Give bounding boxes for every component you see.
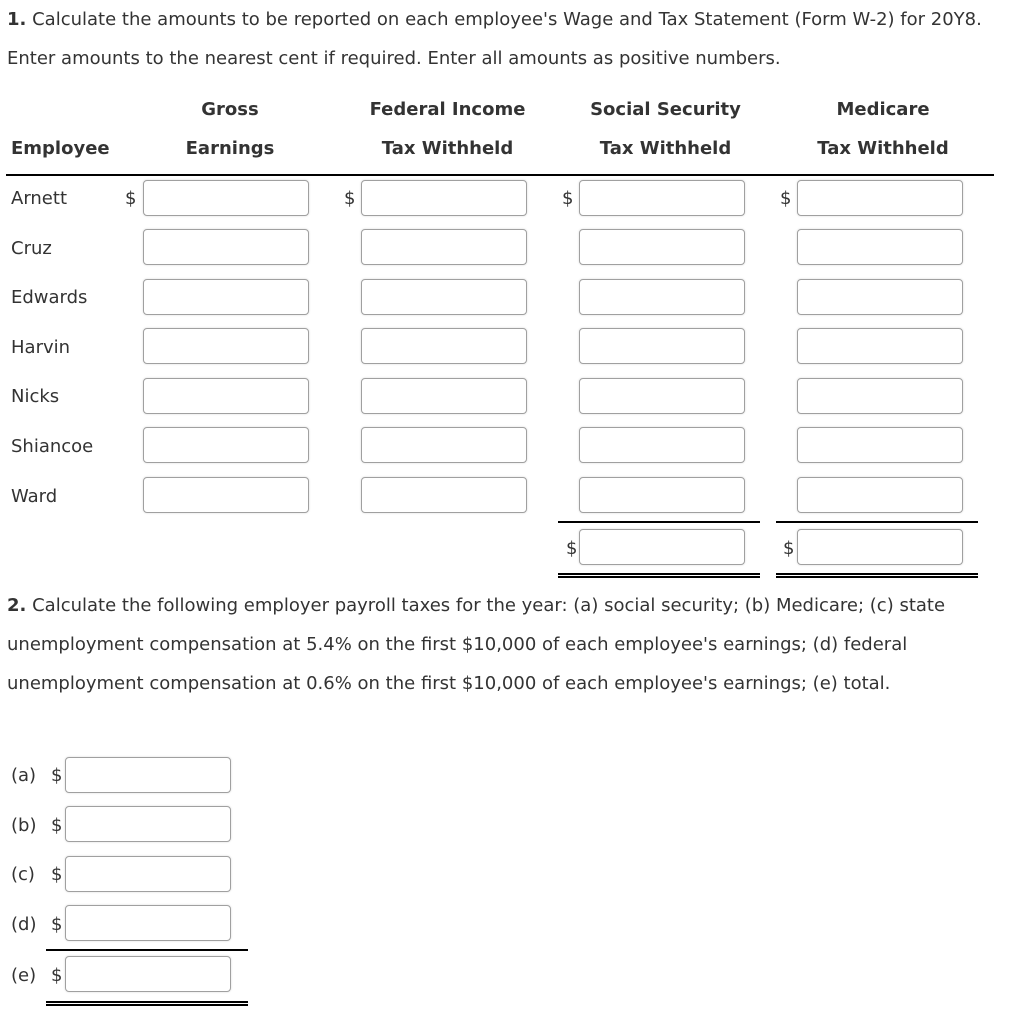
medicare-tax-input-shiancoe[interactable]	[797, 427, 963, 463]
header-gross-line1: Gross	[201, 99, 259, 120]
social-security-tax-input-edwards[interactable]	[579, 279, 745, 315]
question-1-number: 1.	[7, 9, 27, 30]
federal-income-tax-input-nicks[interactable]	[361, 378, 527, 414]
header-fit-line1: Federal Income	[369, 99, 526, 120]
employee-name: Cruz	[11, 238, 52, 259]
federal-income-tax-input-ward[interactable]	[361, 477, 527, 513]
medicare-tax-input-arnett[interactable]	[797, 180, 963, 216]
dollar-sign: $	[780, 188, 792, 209]
employee-name: Ward	[11, 486, 58, 507]
gross-earnings-input-cruz[interactable]	[143, 229, 309, 265]
federal-income-tax-input-harvin[interactable]	[361, 328, 527, 364]
dollar-sign: $	[51, 965, 63, 986]
social-security-tax-input-harvin[interactable]	[579, 328, 745, 364]
item-label-e: (e)	[11, 965, 37, 986]
gross-earnings-input-edwards[interactable]	[143, 279, 309, 315]
federal-unemployment-input[interactable]	[65, 905, 231, 941]
header-gross-line2: Earnings	[185, 138, 275, 159]
item-label-a: (a)	[11, 765, 37, 786]
medicare-tax-input-harvin[interactable]	[797, 328, 963, 364]
social-security-tax-input-shiancoe[interactable]	[579, 427, 745, 463]
employee-name: Arnett	[11, 188, 67, 209]
dollar-sign: $	[783, 538, 795, 559]
total-rule-ss	[558, 521, 760, 523]
medicare-tax-input-nicks[interactable]	[797, 378, 963, 414]
item-label-d: (d)	[11, 914, 37, 935]
header-employee: Employee	[11, 138, 110, 159]
state-unemployment-input[interactable]	[65, 856, 231, 892]
header-divider	[6, 174, 994, 176]
employee-name: Shiancoe	[11, 436, 94, 457]
dollar-sign: $	[51, 914, 63, 935]
dollar-sign: $	[125, 188, 137, 209]
double-rule-medicare	[776, 573, 978, 578]
dollar-sign: $	[344, 188, 356, 209]
gross-earnings-input-harvin[interactable]	[143, 328, 309, 364]
federal-income-tax-input-shiancoe[interactable]	[361, 427, 527, 463]
medicare-tax-input-edwards[interactable]	[797, 279, 963, 315]
item-label-c: (c)	[11, 864, 35, 885]
gross-earnings-input-nicks[interactable]	[143, 378, 309, 414]
question-2-number: 2.	[7, 595, 27, 616]
federal-income-tax-input-cruz[interactable]	[361, 229, 527, 265]
question-1-instructions: Calculate the amounts to be reported on each employee's Wage and Tax Statement (Form W-2) for 20Y8. Enter amounts to the nearest cent if required. Enter all amounts as positive numbers.	[7, 9, 982, 69]
header-fit-line2: Tax Withheld	[381, 138, 514, 159]
header-medicare-line2: Tax Withheld	[817, 138, 949, 159]
social-security-tax-input-ward[interactable]	[579, 477, 745, 513]
question-1-text	[7, 0, 1012, 78]
item-label-b: (b)	[11, 815, 37, 836]
header-medicare-line1: Medicare	[836, 99, 930, 120]
medicare-tax-input-cruz[interactable]	[797, 229, 963, 265]
dollar-sign: $	[566, 538, 578, 559]
gross-earnings-input-ward[interactable]	[143, 477, 309, 513]
employee-name: Edwards	[11, 287, 88, 308]
social-security-tax-input-cruz[interactable]	[579, 229, 745, 265]
federal-income-tax-input-arnett[interactable]	[361, 180, 527, 216]
header-ss-line2: Tax Withheld	[599, 138, 732, 159]
dollar-sign: $	[51, 864, 63, 885]
gross-earnings-input-shiancoe[interactable]	[143, 427, 309, 463]
double-rule-ss	[558, 573, 760, 578]
question-2-instructions: Calculate the following employer payroll taxes for the year: (a) social security; (b) Medicare; (c) state unemployment compensation at 5.4% on the first $10,000 of each employee's earnings; (d) federal unemployment compensation at 0.6% on the first $10,000 of each employee's earnings; (e) total.	[7, 595, 946, 694]
header-ss-line1: Social Security	[590, 99, 741, 120]
social-security-employer-input[interactable]	[65, 757, 231, 793]
double-rule-employer	[46, 1001, 248, 1006]
federal-income-tax-input-edwards[interactable]	[361, 279, 527, 315]
social-security-tax-input-arnett[interactable]	[579, 180, 745, 216]
employee-name: Harvin	[11, 337, 71, 358]
total-rule-medicare	[776, 521, 978, 523]
total-rule-employer	[46, 949, 248, 951]
social-security-total-input[interactable]	[579, 529, 745, 565]
gross-earnings-input-arnett[interactable]	[143, 180, 309, 216]
question-2-text	[7, 586, 1012, 703]
total-employer-taxes-input[interactable]	[65, 956, 231, 992]
medicare-employer-input[interactable]	[65, 806, 231, 842]
medicare-tax-input-ward[interactable]	[797, 477, 963, 513]
dollar-sign: $	[51, 765, 63, 786]
dollar-sign: $	[51, 815, 63, 836]
dollar-sign: $	[562, 188, 574, 209]
medicare-total-input[interactable]	[797, 529, 963, 565]
social-security-tax-input-nicks[interactable]	[579, 378, 745, 414]
employee-name: Nicks	[11, 386, 60, 407]
